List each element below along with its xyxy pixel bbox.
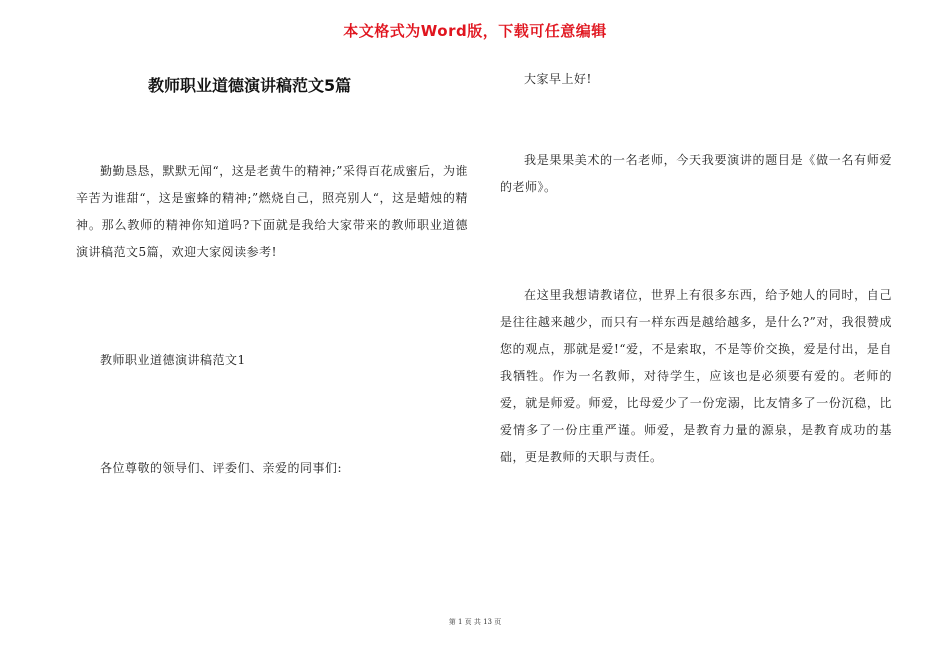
topic-paragraph: 我是果果美术的一名老师，今天我要演讲的题目是《做一名有师爱的老师》。 xyxy=(500,153,892,194)
document-title: 教师职业道德演讲稿范文5篇 xyxy=(148,76,352,95)
morning-greeting: 大家早上好! xyxy=(524,72,592,86)
page-number: 第 1 页 共 13 页 xyxy=(448,618,502,626)
greeting-paragraph: 各位尊敬的领导们、评委们、亲爱的同事们: xyxy=(100,461,343,475)
section-heading: 教师职业道德演讲稿范文1 xyxy=(100,353,246,367)
right-column xyxy=(500,72,892,471)
intro-paragraph: 勤勤恳恳，默默无闻“，这是老黄牛的精神;”采得百花成蜜后，为谁辛苦为谁甜“，这是蜜蜂的精神;”燃烧自己，照亮别人“，这是蜡烛的精神。那么教师的精神你知道吗?下面就是我给大家带来的教师职业道德演讲稿范文5篇，欢迎大家阅读参考! xyxy=(76,164,468,259)
left-column xyxy=(76,158,468,482)
format-notice-banner: 本文格式为Word版，下载可任意编辑 xyxy=(343,22,607,40)
body-paragraph: 在这里我想请教诸位，世界上有很多东西，给予她人的同时，自己是往往越来越少，而只有一样东西是越给越多，是什么?”对，我很赞成您的观点，那就是爱!“爱，不是索取，不是等价交换，爱是付出，是自我牺牲。作为一名教师，对待学生，应该也是必须要有爱的。老师的爱，就是师爱。师爱，比母爱少了一份宠溺，比友情多了一份沉稳，比爱情多了一份庄重严谨。师爱，是教育力量的源泉，是教育成功的基础，更是教师的天职与责任。 xyxy=(500,288,892,464)
